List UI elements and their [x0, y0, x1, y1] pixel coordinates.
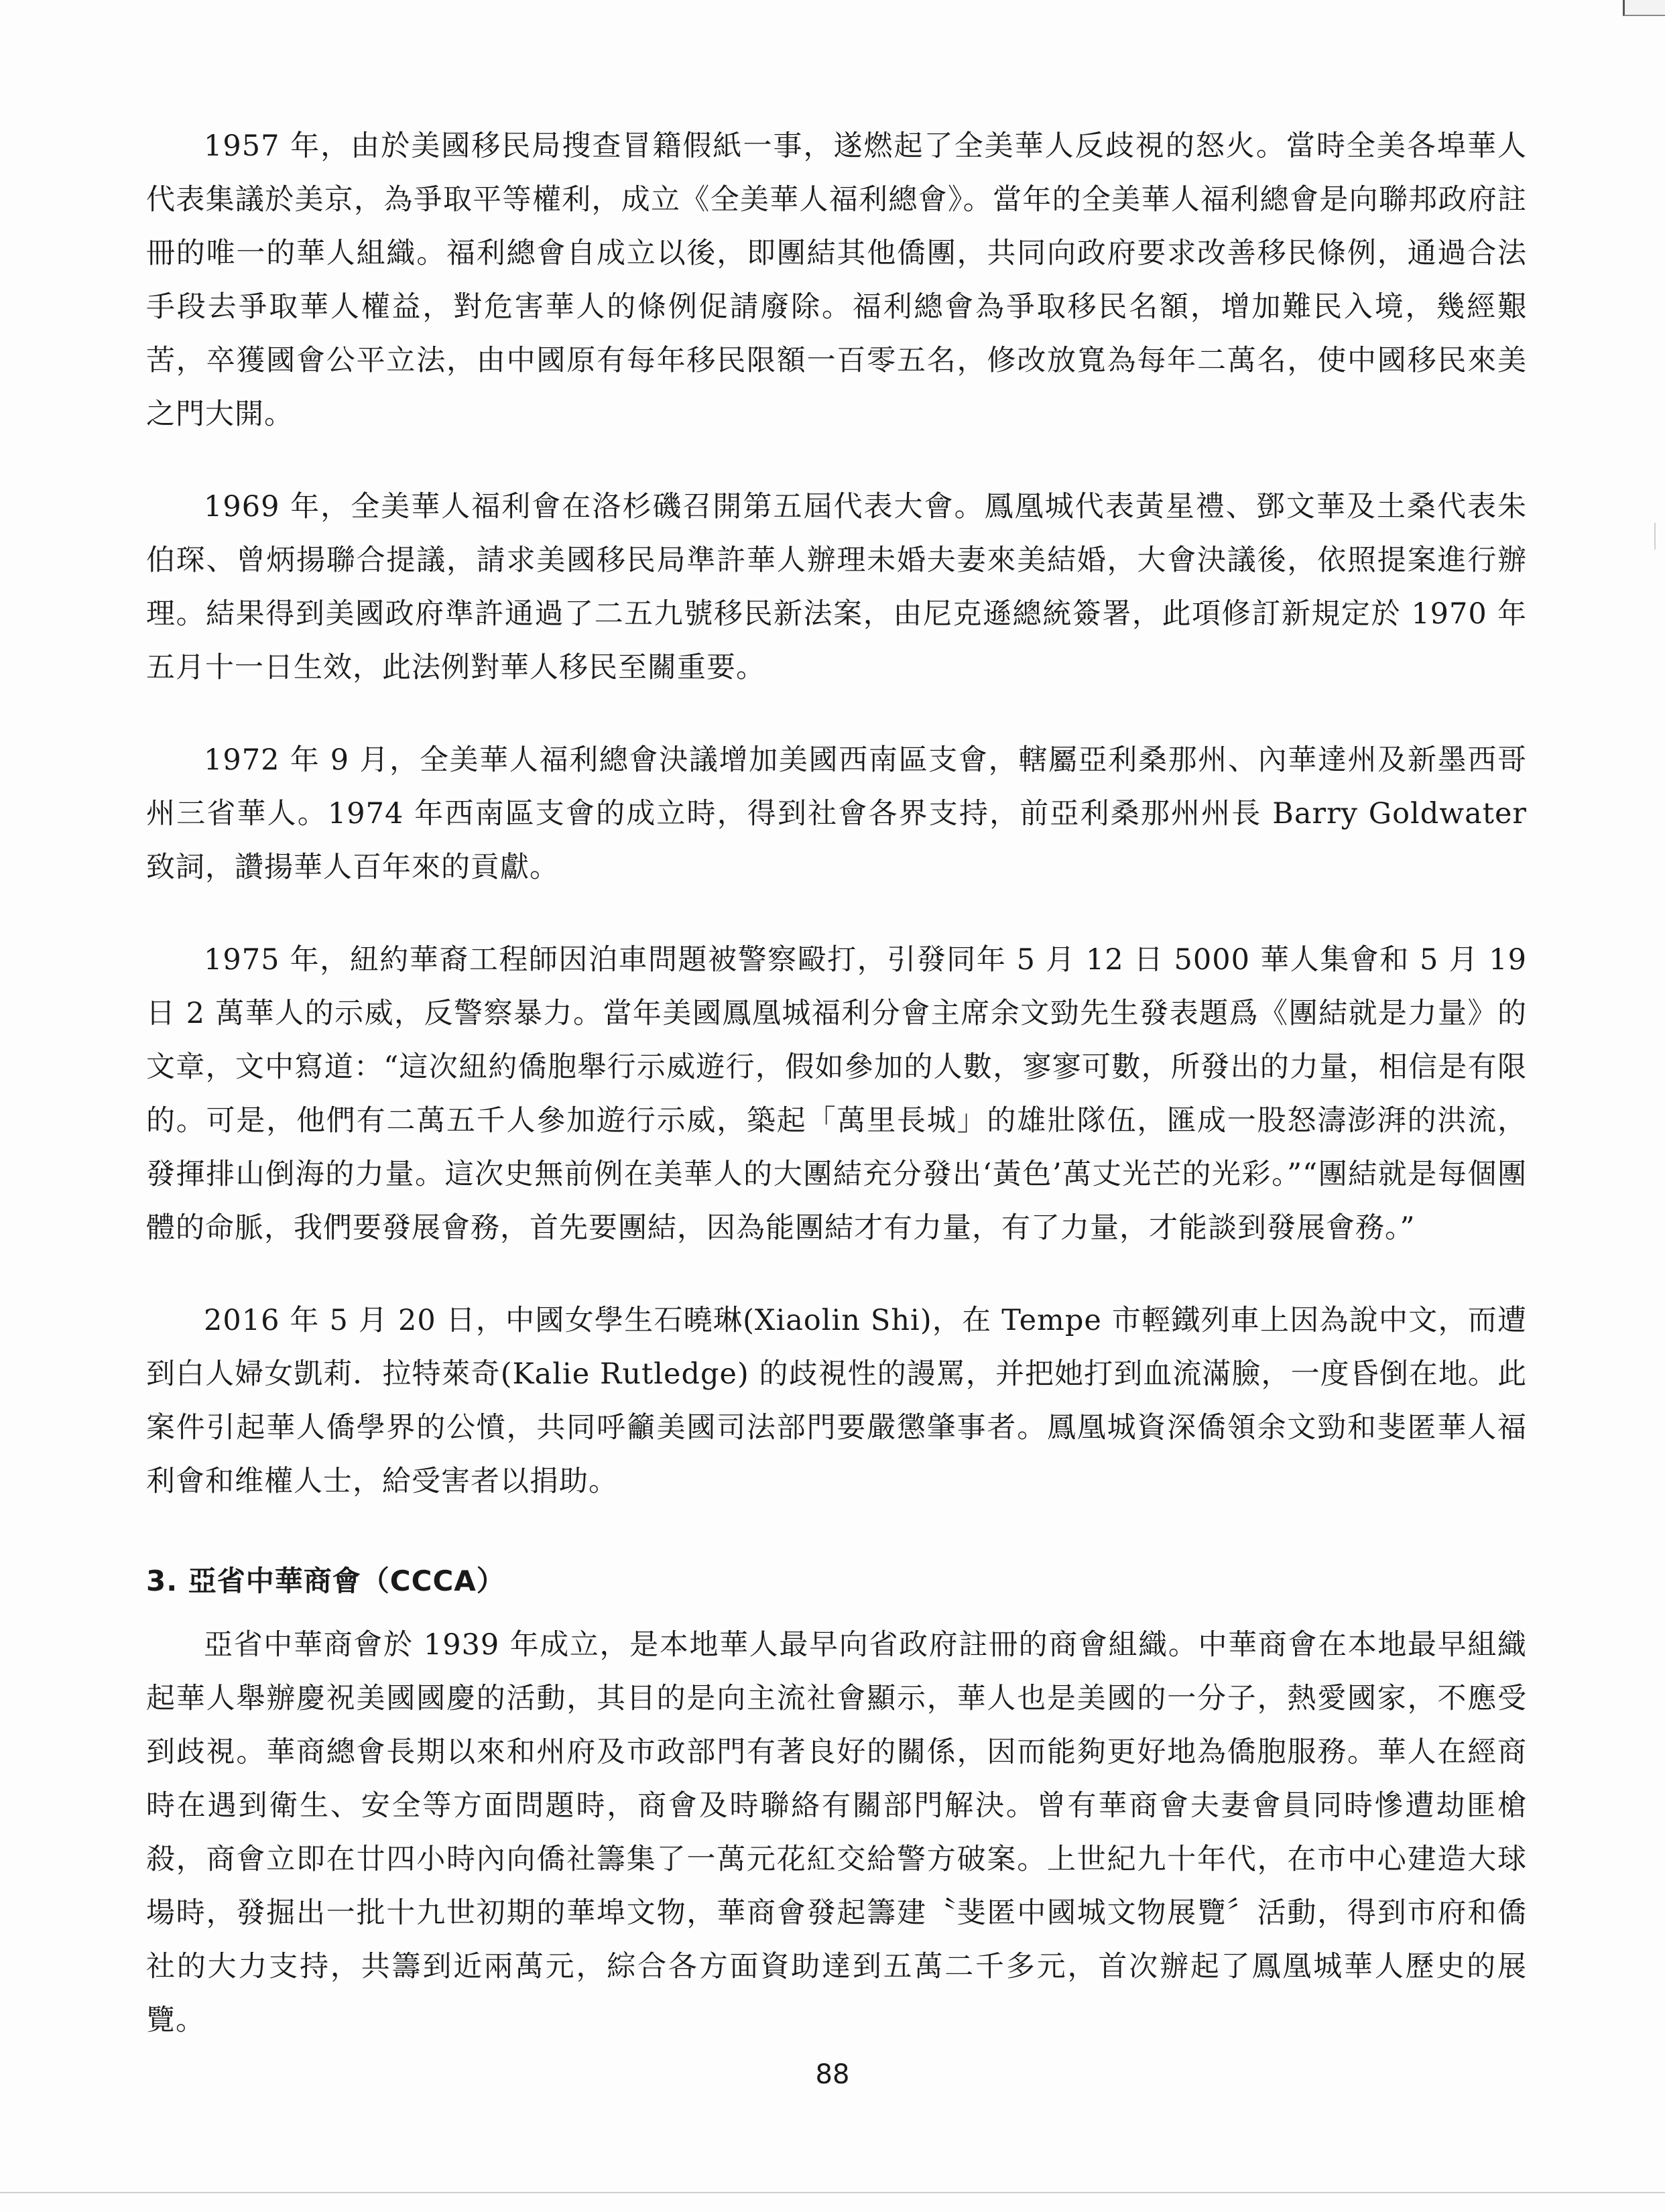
- section-heading: 3. 亞省中華商會（CCCA）: [146, 1564, 505, 1597]
- scan-edge-tick: [1654, 523, 1656, 550]
- paragraph-2016: 2016 年 5 月 20 日，中國女學生石曉琳(Xiaolin Shi)，在 Tempe 市輕鐵列車上因為說中文，而遭到白人婦女凱莉．拉特萊奇(Kalie Rutledge) 的歧視性的謾罵，并把她打到血流滿臉，一度昏倒在地。此案件引起華人僑學界的公憤，共同呼籲美國司法部門要嚴懲肇事者。鳳凰城資深僑領余文勁和斐匿華人福利會和维權人士，給受害者以捐助。: [146, 1304, 1527, 1498]
- scan-bottom-line: [0, 2192, 1665, 2193]
- paragraph-1972: 1972 年 9 月，全美華人福利總會決議增加美國西南區支會，轄屬亞利桑那州、內華達州及新墨西哥州三省華人。1974 年西南區支會的成立時，得到社會各界支持，前亞利桑那州州長 Barry Goldwater 致詞，讚揚華人百年來的貢獻。: [146, 743, 1527, 884]
- page-number: 88: [815, 2059, 850, 2090]
- paragraph-1975: 1975 年，紐約華裔工程師因泊車問題被警察毆打，引發同年 5 月 12 日 5000 華人集會和 5 月 19 日 2 萬華人的示威，反警察暴力。當年美國鳳凰城福利分會主席余文勁先生發表題爲《團結就是力量》的文章，文中寫道：“這次紐約僑胞舉行示威遊行，假如參加的人數，寥寥可數，所發出的力量，相信是有限的。可是，他們有二萬五千人參加遊行示威，築起「萬里長城」的雄壯隊伍，匯成一股怒濤澎湃的洪流，發揮排山倒海的力量。這次史無前例在美華人的大團結充分發出‘黃色’萬丈光芒的光彩。”“團結就是每個團體的命脈，我們要發展會務，首先要團結，因為能團結才有力量，有了力量，才能談到發展會務。”: [146, 943, 1527, 1245]
- paragraph-1969: 1969 年，全美華人福利會在洛杉磯召開第五屆代表大會。鳳凰城代表黃星禮、鄧文華及土桑代表朱伯琛、曾炳揚聯合提議，請求美國移民局準許華人辦理未婚夫妻來美結婚，大會決議後，依照提案進行辦理。結果得到美國政府準許通過了二五九號移民新法案，由尼克遜總統簽署，此項修訂新規定於 1970 年五月十一日生效，此法例對華人移民至關重要。: [146, 490, 1527, 684]
- paragraph-ccca: 亞省中華商會於 1939 年成立，是本地華人最早向省政府註冊的商會組織。中華商會在本地最早組織起華人舉辦慶祝美國國慶的活動，其目的是向主流社會顯示，華人也是美國的一分子，熱愛國家，不應受到歧視。華商總會長期以來和州府及市政部門有著良好的關係，因而能夠更好地為僑胞服務。華人在經商時在遇到衛生、安全等方面問題時，商會及時聯絡有關部門解決。曾有華商會夫妻會員同時慘遭劫匪槍殺，商會立即在廿四小時內向僑社籌集了一萬元花紅交給警方破案。上世紀九十年代，在市中心建造大球場時，發掘出一批十九世初期的華埠文物，華商會發起籌建〝斐匿中國城文物展覽〞活動，得到市府和僑社的大力支持，共籌到近兩萬元，綜合各方面資助達到五萬二千多元，首次辦起了鳳凰城華人歷史的展覽。: [146, 1628, 1527, 2037]
- paragraph-1957: 1957 年，由於美國移民局搜查冒籍假紙一事，遂燃起了全美華人反歧視的怒火。當時全美各埠華人代表集議於美京，為爭取平等權利，成立《全美華人福利總會》。當年的全美華人福利總會是向聯邦政府註冊的唯一的華人組織。福利總會自成立以後，即團結其他僑團，共同向政府要求改善移民條例，通過合法手段去爭取華人權益，對危害華人的條例促請廢除。福利總會為爭取移民名額，增加難民入境，幾經艱苦，卒獲國會公平立法，由中國原有每年移民限額一百零五名，修改放寬為每年二萬名，使中國移民來美之門大開。: [146, 129, 1527, 431]
- page-body: [146, 119, 1527, 2086]
- scan-edge-mark: [1623, 0, 1665, 16]
